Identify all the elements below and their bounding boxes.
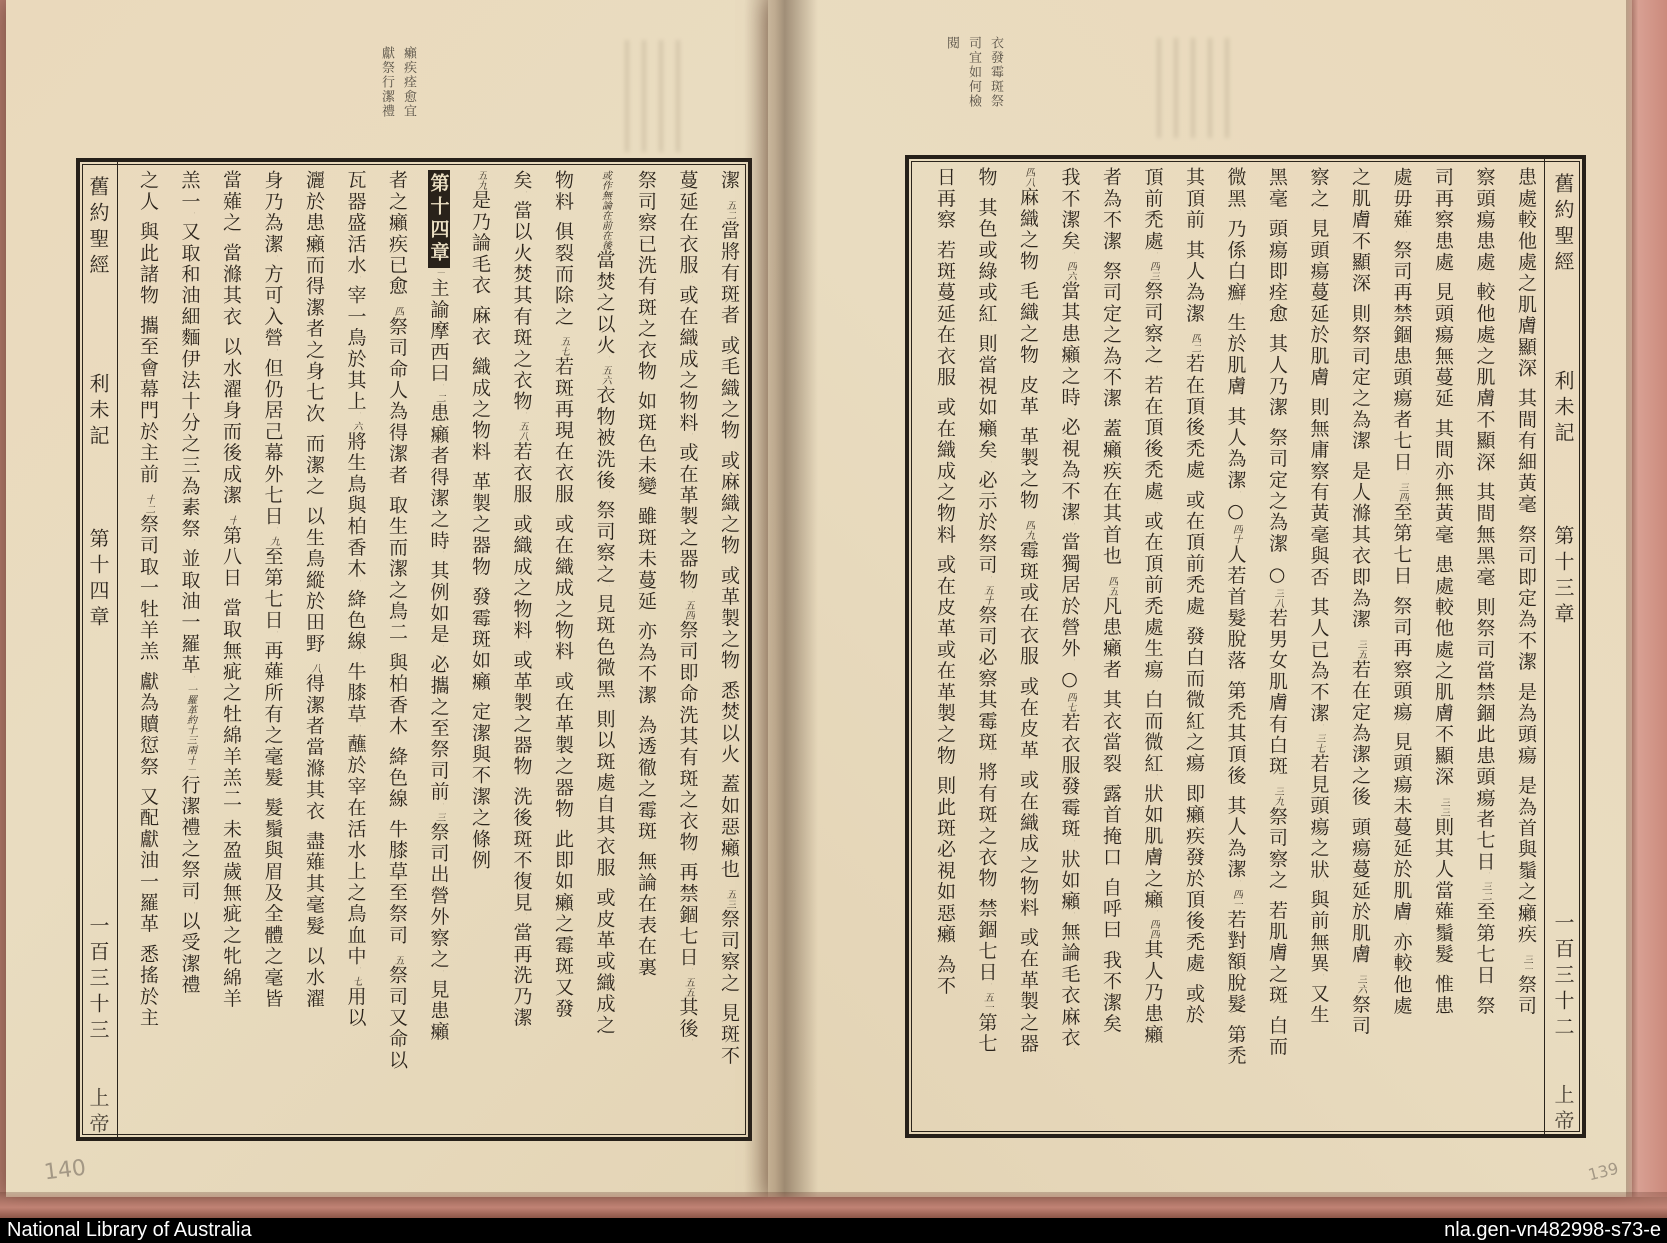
page-number-label: 一百三十三 bbox=[86, 915, 110, 1045]
text-column: 微黑、乃係白癬、生於肌膚、其人為潔、○四十人若首髮脫落、第禿其頂後、其人為潔、四一若對額脫髮、第禿 bbox=[1224, 167, 1247, 1067]
note-column: 癩疾痊愈宜 bbox=[401, 46, 416, 119]
text-column: 蔓延在衣服、或在織成之物料、或在革製之器物、五四祭司即命洗其有斑之衣物、再禁錮七日、五五其後、 bbox=[676, 170, 699, 1049]
library-name: National Library of Australia bbox=[7, 1219, 252, 1241]
text-column: 五九是乃論毛衣、麻衣、織成之物料、革製之器物、發霉斑如癩、定潔與不潔之條例、 bbox=[469, 170, 491, 881]
text-column: 或作無論在前在後當焚之以火、五六衣物被洗後、祭司察之、見斑色微黑、則以斑處自其衣服、或皮革或織成之 bbox=[593, 170, 616, 1036]
text-column: 物料、俱裂而除之、五七若斑再現在衣服、或在織成之物料、或在革製之器物、此即如癩之霉斑又發 bbox=[552, 170, 574, 1020]
text-column: 物、其色或綠或紅、則當視如癩矣、必示於祭司、五十祭司必察其霉斑、將有斑之衣物、禁錮七日、五一第七 bbox=[975, 167, 998, 1055]
text-column: 潔、五二當將有斑者、或毛織之物、或麻織之物、或革製之物、悉焚以火、蓋如惡癩也、五三祭司察之、見斑不 bbox=[718, 170, 740, 1067]
note-column: 衣發霉斑祭 bbox=[988, 36, 1003, 109]
book-edge-right bbox=[1626, 0, 1667, 1197]
text-column: 處毋薙、祭司再禁錮患頭瘍者七日、三四至第七日、祭司再察頭瘍、見頭瘍未蔓延於肌膚、亦較他處 bbox=[1390, 167, 1413, 1017]
text-column: 四八麻織之物、毛織之物、皮革、革製之物、四九霉斑或在衣服、或在皮革、或在織成之物料、或在革製之器 bbox=[1017, 167, 1039, 1055]
text-column: 司再察患處、見頭瘍無蔓延、其間亦無黃毫、患處較他處之肌膚不顯深、三三則其人當薙鬚髮、惟患 bbox=[1432, 167, 1454, 1017]
text-column: 矣、當以火焚其有斑之衣物、五八若衣服、或織成之物料、或革製之器物、洗後斑不復見、當再洗乃潔、 bbox=[510, 170, 533, 1038]
edition-mark: 上帝 bbox=[1551, 1084, 1575, 1136]
top-margin-note-right bbox=[942, 36, 1005, 109]
text-column: 日再察、若斑蔓延在衣服、或在織成之物料、或在皮革或在革製之物、則此斑必視如惡癩、為不 bbox=[934, 167, 956, 997]
note-column: 閱 bbox=[944, 36, 959, 51]
image-id: nla.gen-vn482998-s73-e bbox=[1444, 1219, 1661, 1241]
page-frame-right bbox=[905, 155, 1586, 1138]
scripture-title: 舊約聖經 bbox=[1551, 173, 1575, 277]
page-number-label: 一百三十二 bbox=[1551, 912, 1575, 1042]
note-column: 司宜如何檢 bbox=[966, 36, 981, 109]
text-column: 其頂前、其人為潔、四二若在頂後禿處、或在頂前禿處、發白而微紅之瘍、即癩疾發於頂後禿處、或於 bbox=[1183, 167, 1205, 1026]
edition-mark: 上帝 bbox=[86, 1087, 110, 1139]
page-frame-left bbox=[76, 158, 752, 1141]
text-column: 患處較他處之肌膚顯深、其間有細黃毫、祭司即定為不潔、是為頭瘍、是為首與鬚之癩疾、三一祭司 bbox=[1515, 167, 1537, 1017]
text-column: 灑於患癩而得潔者之身七次、而潔之、以生鳥縱於田野、八得潔者當滌其衣、盡薙其毫髮、以水濯 bbox=[303, 170, 325, 1010]
text-column: 第十四章一主諭摩西曰、二患癩者得潔之時、其例如是、必攜之至祭司前、三祭司出營外察之、見患癩 bbox=[427, 170, 451, 1129]
text-column: 當薙之、當滌其衣、以水濯身而後成潔、十第八日、當取無疵之牡綿羊羔二、未盈歲無疵之牝綿羊 bbox=[220, 170, 242, 1010]
chapter-number: 第十四章 bbox=[86, 528, 110, 632]
header-column bbox=[80, 162, 118, 1137]
text-column: 羔一、又取和油細麵伊法十分之三為素祭、並取油一羅革、一羅革約十三兩十一行潔禮之祭司、以受潔禮 bbox=[178, 170, 201, 996]
note-column: 獻祭行潔禮 bbox=[379, 46, 394, 119]
text-column: 頂前禿處、四三祭司察之、若在頂後禿處、或在頂前禿處生瘍、白而微紅、狀如肌膚之癩、四四其人乃患癩 bbox=[1141, 167, 1164, 1046]
text-column: 我不潔矣、四六當其患癩之時、必視為不潔、當獨居於營外、○四七若衣服發霉斑、狀如癩、無論毛衣麻衣、 bbox=[1058, 167, 1081, 1058]
text-column: 者為不潔、祭司定之為不潔、蓋癩疾在其首也、四五凡患癩者、其衣當裂、露首掩口、自呼曰、我不潔矣、 bbox=[1100, 167, 1122, 1044]
gutter-shadow bbox=[744, 0, 818, 1197]
bleedthrough-ghost bbox=[620, 40, 686, 152]
pencil-folio-left: 140 bbox=[42, 1155, 88, 1186]
top-margin-note-left bbox=[377, 46, 418, 119]
text-column: 之人、與此諸物、攜至會幕門於主前、十二祭司取一牡羊羔、獻為贖愆祭、又配獻油一羅革、悉搖於主 bbox=[137, 170, 159, 1029]
bleedthrough-ghost bbox=[1152, 38, 1230, 138]
text-column: 祭司察已洗有斑之衣物、如斑色未變、雖斑未蔓延、亦為不潔、為透徹之霉斑、無論在表在裏、 bbox=[635, 170, 657, 988]
pencil-folio-right: 139 bbox=[1586, 1158, 1621, 1185]
text-column: 者之癩疾已愈、四祭司命人為得潔者、取生而潔之鳥二、與柏香木、絳色線、牛膝草至祭司、五祭司又命以 bbox=[386, 170, 408, 1071]
text-column: 黑毫、頭瘍即痊愈、其人乃潔、祭司定之為潔、○三八若男女肌膚有白斑、三九祭司察之、若肌膚之斑、白而 bbox=[1266, 167, 1288, 1058]
book-edge-bottom bbox=[0, 1192, 1667, 1218]
library-bar bbox=[0, 1218, 1667, 1243]
body-text-columns bbox=[916, 167, 1538, 1126]
header-column bbox=[1544, 159, 1582, 1134]
book-name: 利未記 bbox=[86, 373, 110, 451]
text-column: 察頭瘍患處、較他處之肌膚不顯深、其間無黑毫、則祭司當禁錮此患頭瘍者七日、三二至第七日、祭 bbox=[1473, 167, 1496, 1017]
book-name: 利未記 bbox=[1551, 370, 1575, 448]
text-column: 察之、見頭瘍蔓延於肌膚、則無庸察有黃毫與否、其人已為不潔、三七若見頭瘍之狀、與前無異、又生 bbox=[1307, 167, 1330, 1026]
chapter-number: 第十三章 bbox=[1551, 525, 1575, 629]
body-text-columns bbox=[123, 170, 741, 1129]
text-column: 瓦器盛活水、宰一鳥於其上、六將生鳥與柏香木、絳色線、牛膝草、蘸於宰在活水上之鳥血中、七用以 bbox=[344, 170, 367, 1029]
scripture-title: 舊約聖經 bbox=[86, 176, 110, 280]
text-column: 之肌膚不顯深、則祭司定之為潔、是人滌其衣即為潔、三五若在定為潔之後、頭瘍蔓延於肌膚、三六祭司 bbox=[1349, 167, 1371, 1037]
text-column: 身乃為潔、方可入營、但仍居己幕外七日、九至第七日、再薙所有之毫髮、髮鬚與眉及全體之毫皆 bbox=[261, 170, 284, 1010]
